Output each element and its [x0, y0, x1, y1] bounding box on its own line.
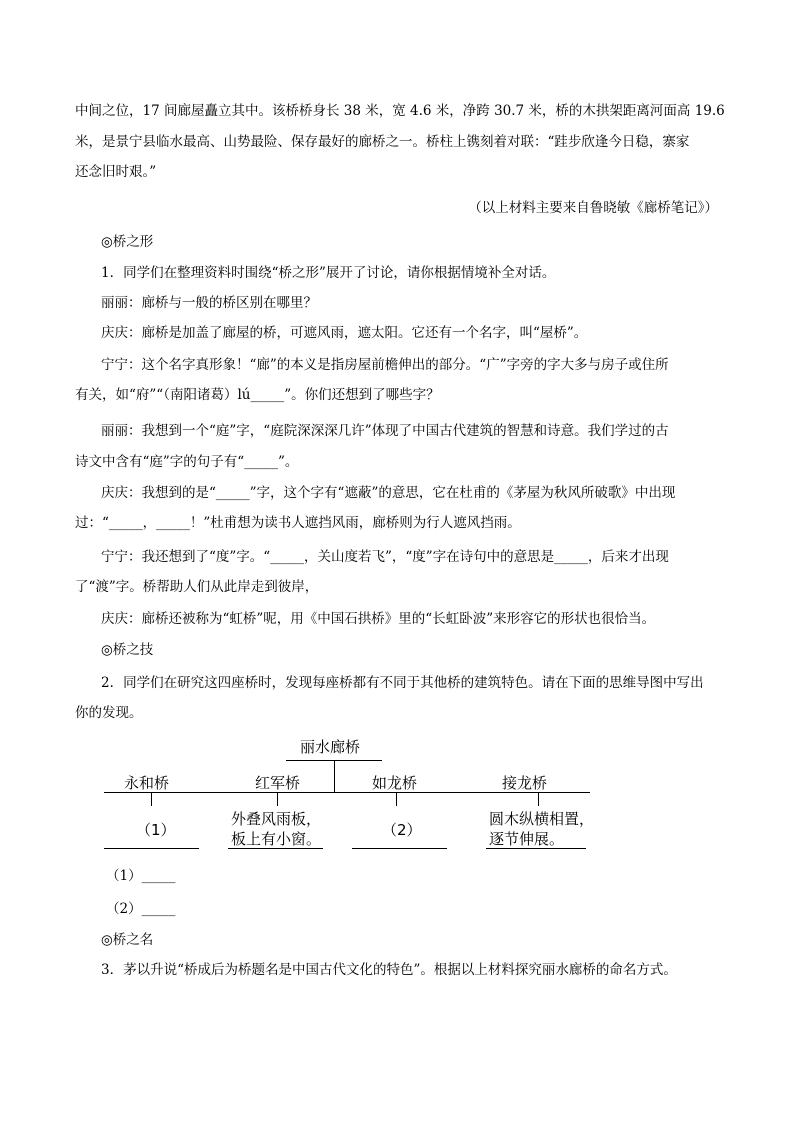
branch-tick-4: [538, 792, 539, 806]
branch-tick-1: [151, 792, 152, 806]
branch-axis: [104, 792, 590, 793]
leaf-2-line-2: 板上有小窗。: [231, 830, 322, 848]
mindmap-root: 丽水廊桥: [300, 738, 361, 756]
leaf-3-blank: [352, 848, 447, 849]
dialog-line: 丽丽：我想到一个“庭”字，“庭院深深深几许”体现了中国古代建筑的智慧和诗意。我们学过的古: [101, 423, 669, 439]
leaf-2-line-1: 外叠风雨板，: [231, 810, 322, 828]
dialog-line: 庆庆：我想到的是“_____”字，这个字有“遮蔽”的意思，它在杜甫的《茅屋为秋风所破歌》中出现: [101, 485, 676, 501]
dialog-line: 过：“_____，_____！”杜甫想为读书人遮挡风雨，廊桥则为行人遮风挡雨。: [75, 515, 521, 531]
section-heading-technique: ◎桥之技: [101, 642, 154, 658]
mindmap-branch-3: 如龙桥: [372, 774, 418, 792]
leaf-4-line-1: 圆木纵横相置，: [489, 810, 595, 828]
section-heading-shape: ◎桥之形: [101, 234, 154, 250]
mindmap-branch-4: 接龙桥: [502, 774, 548, 792]
root-stem: [334, 760, 335, 792]
question-3: 3．茅以升说“桥成后为桥题名是中国古代文化的特色”。根据以上材料探究丽水廊桥的命名方式。: [101, 962, 677, 978]
leaf-1-blank: [104, 848, 199, 849]
dialog-line: 有关，如“府”“（南阳诸葛）lú_____”。你们还想到了哪些字？: [75, 387, 440, 403]
leaf-1-label: （1）: [136, 821, 176, 839]
answer-2: （2）_____: [106, 901, 176, 917]
leaf-3-label: （2）: [382, 821, 422, 839]
dialog-line: 丽丽：廊桥与一般的桥区别在哪里？: [101, 295, 317, 311]
mindmap-branch-2: 红军桥: [255, 774, 301, 792]
dialog-line: 宁宁：我还想到了“度”字。“_____，关山度若飞”，“度”字在诗句中的意思是_____，后来才出现: [101, 549, 669, 565]
dialog-line: 庆庆：廊桥是加盖了廊屋的桥，可遮风雨，遮太阳。它还有一个名字，叫“屋桥”。: [101, 325, 588, 341]
dialog-line: 庆庆：廊桥还被称为“虹桥”呢，用《中国石拱桥》里的“长虹卧波”来形容它的形状也很恰当。: [101, 611, 656, 627]
intro-line-3: 还念旧时艰。”: [75, 164, 157, 180]
intro-line-1: 中间之位，17 间廊屋矗立其中。该桥桥身长 38 米，宽 4.6 米，净跨 30.7 米，桥的木拱架距离河面高 19.6: [75, 103, 725, 119]
question-2-cont: 你的发现。: [75, 705, 143, 721]
question-1: 1．同学们在整理资料时围绕“桥之形”展开了讨论，请你根据情境补全对话。: [101, 265, 556, 281]
question-2: 2．同学们在研究这四座桥时，发现每座桥都有不同于其他桥的建筑特色。请在下面的思维导图中写出: [101, 675, 704, 691]
branch-tick-3: [396, 792, 397, 806]
leaf-2-underline: [228, 848, 323, 849]
source-citation: （以上材料主要来自鲁晓敏《廊桥笔记》）: [468, 200, 718, 216]
answer-1: （1）_____: [106, 868, 176, 884]
section-heading-name: ◎桥之名: [101, 932, 154, 948]
dialog-line: 了“渡”字。桥帮助人们从此岸走到彼岸，: [75, 579, 319, 595]
leaf-4-underline: [486, 848, 586, 849]
dialog-line: 诗文中含有“庭”字的句子有“_____”。: [75, 454, 299, 470]
intro-line-2: 米，是景宁县临水最高、山势最险、保存最好的廊桥之一。桥柱上镌刻着对联：“跬步欣逢今日稳，寨家: [75, 134, 690, 150]
dialog-line: 宁宁：这个名字真形象！“廊”的本义是指房屋前檐伸出的部分。“广”字旁的字大多与房子或住所: [101, 357, 669, 373]
mindmap-branch-1: 永和桥: [124, 774, 170, 792]
leaf-4-line-2: 逐节伸展。: [489, 830, 565, 848]
branch-tick-2: [277, 792, 278, 806]
